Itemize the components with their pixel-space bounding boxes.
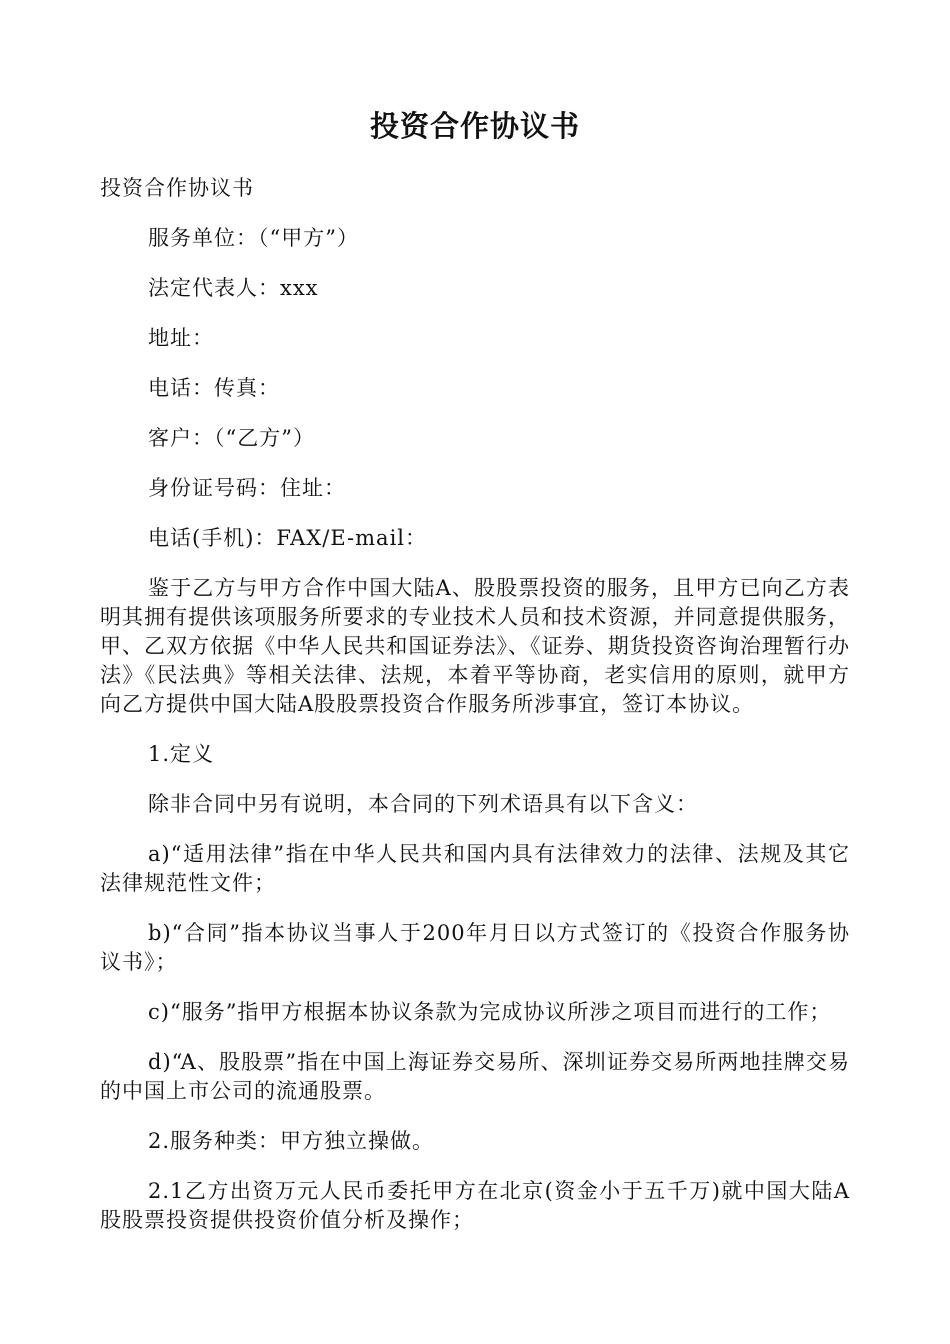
- definition-a: a)“适用法律”指在中华人民共和国内具有法律效力的法律、法规及其它法律规范性文件；: [100, 842, 850, 895]
- legal-representative-line: 法定代表人：xxx: [148, 276, 319, 300]
- phone-fax-line: 电话：传真：: [148, 376, 280, 400]
- section-1-heading: 1.定义: [148, 742, 215, 766]
- section-2-heading: 2.服务种类：甲方独立操做。: [148, 1129, 435, 1153]
- clause-2-1: 2.1乙方出资万元人民币委托甲方在北京(资金小于五千万)就中国大陆A股股票投资提供投资价值分析及操作；: [100, 1179, 850, 1232]
- client-line: 客户：（“乙方”）: [148, 426, 315, 450]
- preamble-paragraph: 鉴于乙方与甲方合作中国大陆A、股股票投资的服务，且甲方已向乙方表明其拥有提供该项服务所要求的专业技术人员和技术资源，并同意提供服务，甲、乙双方依据《中华人民共和国证券法》、《证券、期货投资咨询治理暂行办法》《民法典》等相关法律、法规，本着平等协商，老实信用的原则，就甲方向乙方提供中国大陆A股股票投资合作服务所涉事宜，签订本协议。: [100, 576, 850, 716]
- doc-heading-line: 投资合作协议书: [100, 176, 254, 200]
- definition-b: b)“合同”指本协议当事人于200年月日以方式签订的《投资合作服务协议书》；: [100, 921, 850, 974]
- address-line: 地址：: [148, 326, 214, 350]
- id-number-line: 身份证号码：住址：: [148, 476, 346, 500]
- definitions-intro: 除非合同中另有说明，本合同的下列术语具有以下含义：: [148, 792, 698, 816]
- document-title: 投资合作协议书: [369, 109, 580, 143]
- contact-line: 电话(手机)：FAX/E-mail：: [148, 526, 428, 550]
- service-unit-line: 服务单位：（“甲方”）: [148, 226, 359, 250]
- definition-d: d)“A、股股票”指在中国上海证券交易所、深圳证券交易所两地挂牌交易的中国上市公司的流通股票。: [100, 1050, 850, 1103]
- definition-c: c)“服务”指甲方根据本协议条款为完成协议所涉之项目而进行的工作；: [148, 1000, 832, 1024]
